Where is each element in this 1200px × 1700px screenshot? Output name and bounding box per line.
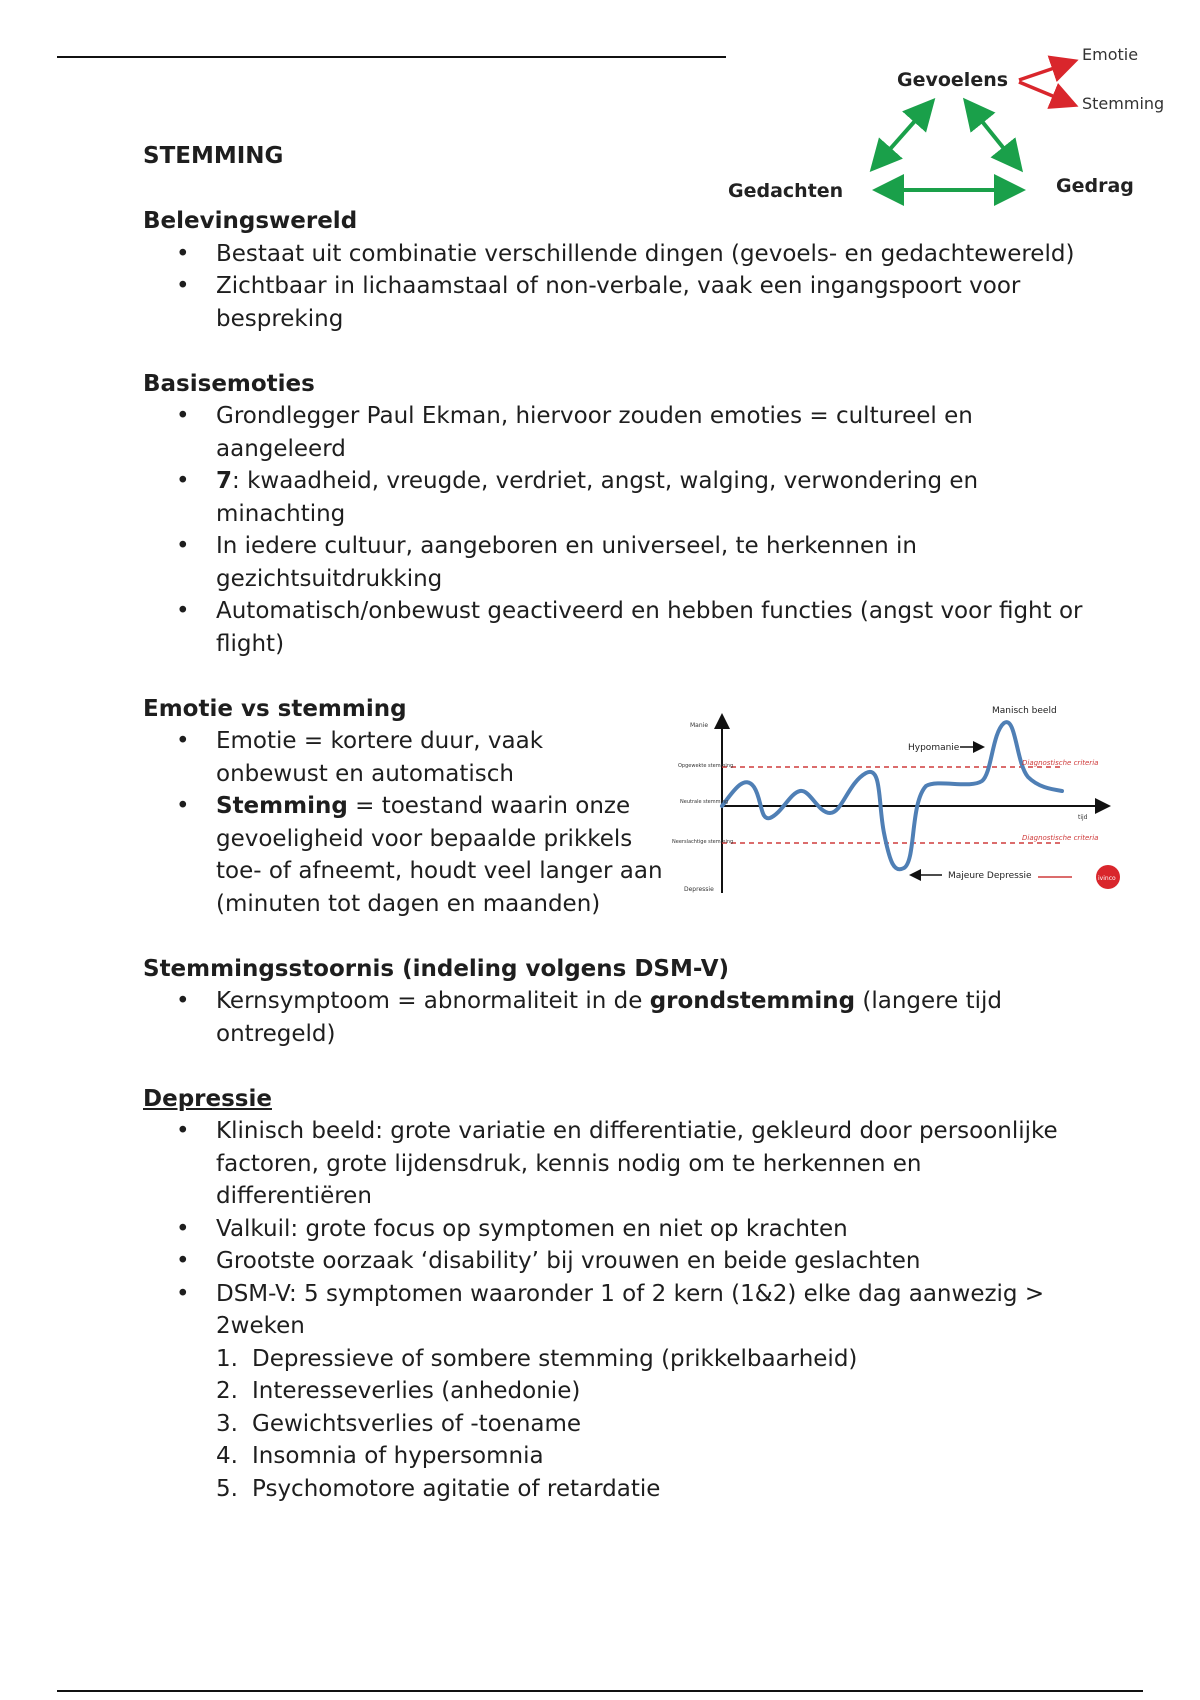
numbered-item (143, 1408, 1083, 1441)
list-item: • Valkuil: grote focus op symptomen en niet op krachten (143, 1213, 1083, 1246)
y-label-0: Manie (690, 722, 709, 729)
item-number: 5. (216, 1475, 238, 1502)
heading-stemmingsstoornis: Stemmingsstoornis (indeling volgens DSM-V) (143, 955, 730, 982)
list-item (143, 985, 1083, 1050)
diagram-node-top: Gevoelens (897, 69, 1009, 91)
heading-belevingswereld: Belevingswereld (143, 208, 358, 234)
annotation-criteria-bottom: Diagnostische criteria (1022, 834, 1099, 842)
list-item (143, 725, 1083, 790)
item-number: 1. (216, 1345, 238, 1372)
annotation-major-dep: Majeure Depressie (948, 871, 1032, 881)
dsm-symptom-list (143, 1343, 1083, 1506)
list-item (143, 790, 666, 920)
list-item (143, 465, 1083, 530)
logo-text: ivinco (1098, 875, 1116, 882)
emotion-list: : kwaadheid, vreugde, verdriet, angst, walging, verwondering en minachting (216, 468, 979, 527)
diagram-branch-stemming: Stemming (1082, 94, 1165, 113)
numbered-item (143, 1375, 1083, 1408)
item-number: 2. (216, 1378, 238, 1404)
heading-basisemoties: Basisemoties (143, 370, 315, 397)
y-label-4: Depressie (684, 886, 714, 893)
numbered-item (143, 1440, 1083, 1473)
item-text: Interesseverlies (anhedonie) (252, 1378, 581, 1404)
heading-emotie-vs-stemming: Emotie vs stemming (143, 695, 407, 722)
list-item: • Klinisch beeld: grote variatie en differentiatie, gekleurd door persoonlijke factoren, grote lijdensdruk, kennis nodig om te herkennen en differentiëren (143, 1115, 1083, 1213)
x-label: tijd (1078, 814, 1088, 821)
numbered-item (143, 1343, 1083, 1376)
list-belevingswereld (143, 238, 1083, 336)
heading-depressie: Depressie (143, 1085, 272, 1112)
list-item: • In iedere cultuur, aangeboren en universeel, te herkennen in gezichtsuitdrukking (143, 530, 1083, 595)
item-text: Gewichtsverlies of -toename (252, 1410, 582, 1437)
list-emotie-vs-stemming (143, 725, 1083, 920)
top-rule (57, 56, 726, 58)
bold-count: 7 (216, 468, 233, 494)
item-text: Depressieve of sombere stemming (prikkelbaarheid) (252, 1345, 858, 1372)
list-item: • Grondlegger Paul Ekman, hiervoor zouden emoties = cultureel en aangeleerd (143, 400, 1083, 465)
diagram-node-left: Gedachten (728, 180, 844, 202)
document-body (143, 140, 1083, 1505)
annotation-criteria-top: Diagnostische criteria (1022, 759, 1099, 767)
annotation-manic: Manisch beeld (992, 706, 1057, 716)
list-item: • DSM-V: 5 symptomen waaronder 1 of 2 kern (1&2) elke dag aanwezig > 2weken (143, 1278, 1083, 1343)
diagram-branch-emotie: Emotie (1082, 45, 1139, 64)
bold-stemming: Stemming (216, 793, 348, 819)
list-depressie (143, 1115, 1083, 1343)
page-title: STEMMING (143, 143, 284, 169)
kernsymptoom-pre: Kernsymptoom = abnormaliteit in de (216, 988, 650, 1014)
numbered-item (143, 1473, 1083, 1506)
annotation-hypomania: Hypomanie (908, 743, 960, 753)
y-label-2: Neutrale stemming (680, 799, 729, 805)
list-basisemoties (143, 400, 1083, 660)
list-stemmingsstoornis (143, 985, 1083, 1050)
item-number: 4. (216, 1443, 238, 1469)
item-text: Psychomotore agitatie of retardatie (252, 1475, 661, 1502)
arrow-to-stemming (1019, 82, 1072, 104)
list-item: • Grootste oorzaak ‘disability’ bij vrouwen en beide geslachten (143, 1245, 1083, 1278)
item-text: Insomnia of hypersomnia (252, 1443, 544, 1469)
y-label-1: Opgewekte stemming (678, 763, 734, 769)
item-number: 3. (216, 1410, 238, 1437)
kernsymptoom-post: (langere tijd ontregeld) (216, 988, 1002, 1047)
diagram-node-right: Gedrag (1056, 175, 1134, 197)
stemming-text: = toestand waarin onze gevoeligheid voor bepaalde prikkels toe- of afneemt, houdt veel langer aan (minuten tot dagen en maanden) (216, 793, 663, 917)
y-label-3: Neerslachtige stemming (672, 839, 734, 845)
bottom-rule (57, 1690, 1143, 1692)
emotie-text: Emotie = kortere duur, vaak onbewust en automatisch (216, 728, 544, 787)
bold-grondstemming: grondstemming (649, 988, 856, 1014)
list-item: • Automatisch/onbewust geactiveerd en hebben functies (angst voor fight or flight) (143, 595, 1083, 660)
list-item: • Zichtbaar in lichaamstaal of non-verbale, vaak een ingangspoort voor bespreking (143, 270, 1083, 335)
arrow-to-emotie (1019, 62, 1072, 80)
list-item: • Bestaat uit combinatie verschillende dingen (gevoels- en gedachtewereld) (143, 238, 1083, 271)
